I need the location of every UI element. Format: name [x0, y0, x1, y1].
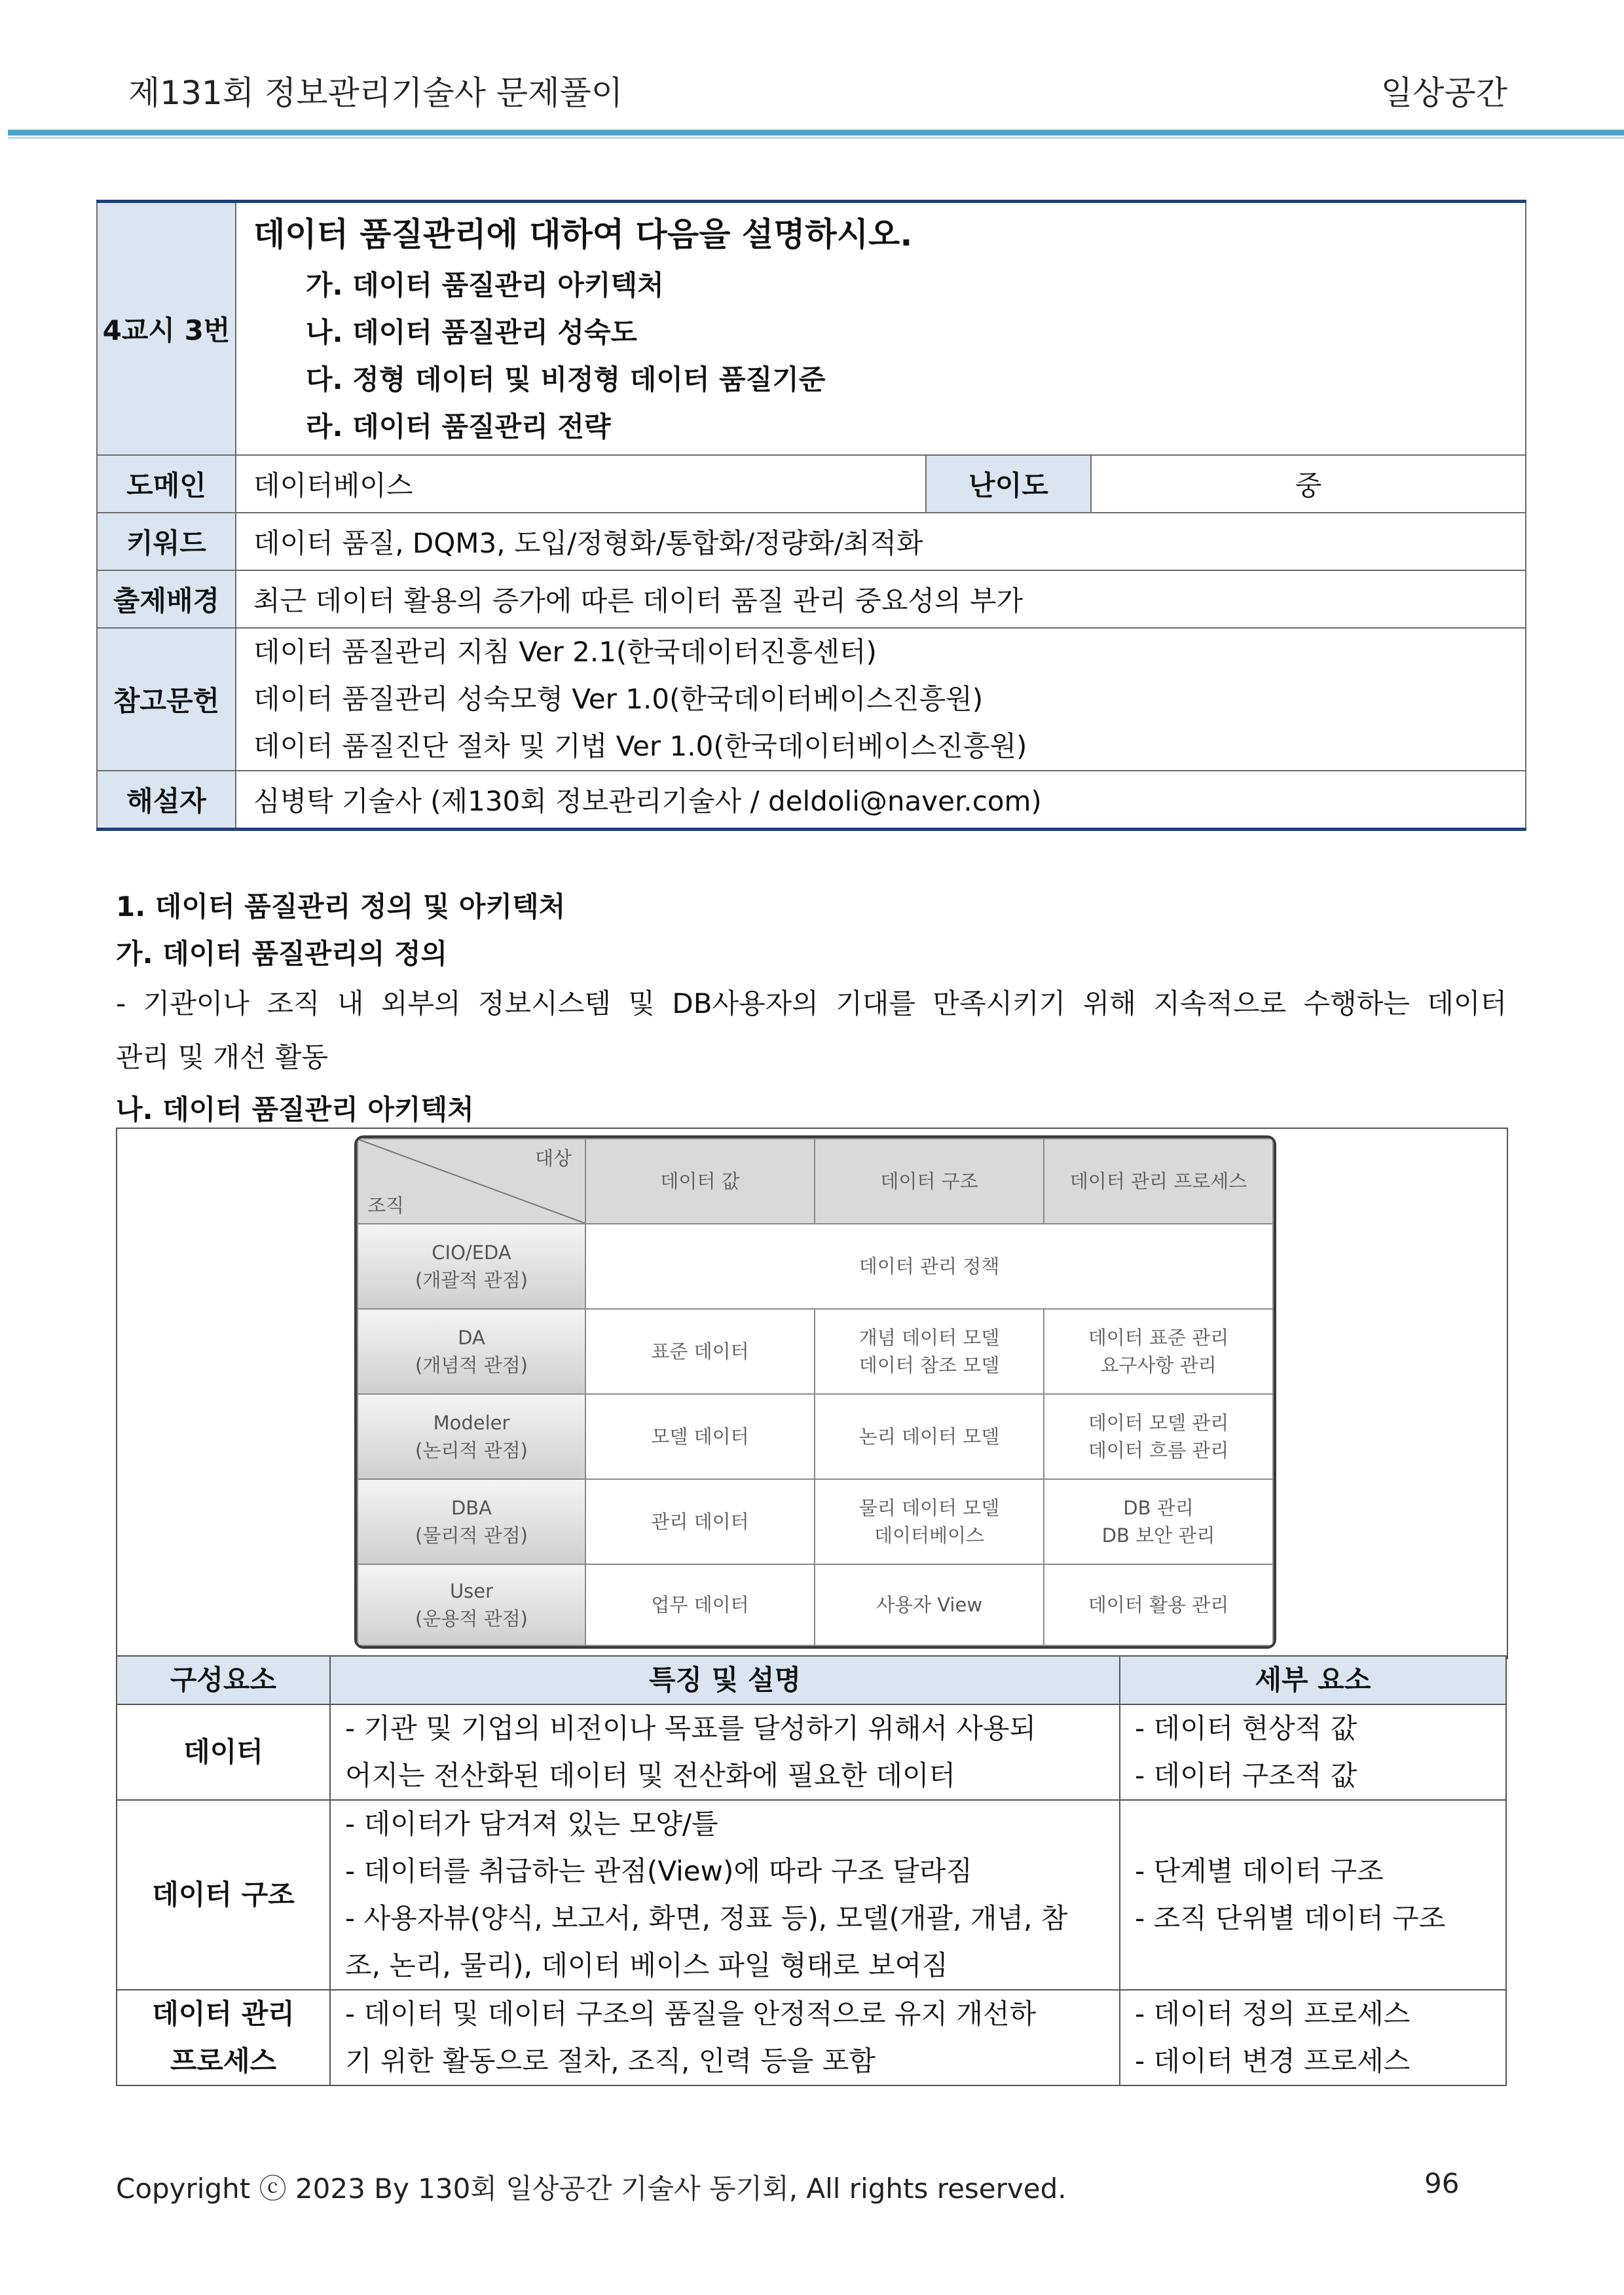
header-divider-shadow: [8, 137, 1624, 139]
component-name: 데이터 구조: [117, 1800, 330, 1990]
author-value: 심병탁 기술사 (제130회 정보관리기술사 / deldoli@naver.com): [236, 771, 1526, 830]
arch-cell: 물리 데이터 모델 데이터베이스: [815, 1479, 1044, 1564]
arch-cell: 모델 데이터: [585, 1394, 815, 1479]
corner-top-label: 대상: [534, 1147, 572, 1169]
header-divider: [8, 130, 1624, 136]
difficulty-value: 중: [1091, 455, 1526, 513]
component-desc: - 데이터 및 데이터 구조의 품질을 안정적으로 유지 개선하 기 위한 활동으로 절차, 조직, 인력 등을 포함: [330, 1990, 1120, 2085]
domain-value: 데이터베이스: [236, 455, 926, 513]
component-detail: - 단계별 데이터 구조 - 조직 단위별 데이터 구조: [1120, 1800, 1506, 1990]
column-header: 특징 및 설명: [330, 1656, 1120, 1704]
brand-name: 일상공간: [1380, 74, 1507, 112]
component-name: 데이터: [117, 1704, 330, 1800]
row-header: CIO/EDA (개괄적 관점): [358, 1224, 585, 1309]
references-label: 참고문헌: [97, 628, 236, 771]
row-header: DBA (물리적 관점): [358, 1479, 585, 1564]
table-row: [117, 1990, 1506, 2085]
question-info-table: [96, 200, 1526, 831]
arch-cell: DB 관리 DB 보안 관리: [1044, 1479, 1273, 1564]
subsection-heading: 가. 데이터 품질관리의 정의: [116, 938, 448, 970]
definition-text: - 기관이나 조직 내 외부의 정보시스템 및 DB사용자의 기대를 만족시키기 위해 지속적으로 수행하는 데이터: [116, 987, 1507, 1019]
definition-text-cont: 관리 및 개선 활동: [116, 1041, 329, 1073]
question-item: 다. 정형 데이터 및 비정형 데이터 품질기준: [306, 363, 826, 395]
policy-cell: 데이터 관리 정책: [585, 1224, 1273, 1309]
column-header: 세부 요소: [1120, 1656, 1506, 1704]
domain-label: 도메인: [97, 455, 236, 513]
component-desc: - 기관 및 기업의 비전이나 목표를 달성하기 위해서 사용되 어지는 전산화된 데이터 및 전산화에 필요한 데이터: [330, 1704, 1120, 1800]
table-row: [117, 1800, 1506, 1990]
arch-cell: 데이터 모델 관리 데이터 흐름 관리: [1044, 1394, 1273, 1479]
column-header: 데이터 값: [585, 1139, 815, 1224]
arch-cell: 표준 데이터: [585, 1309, 815, 1394]
arch-cell: 데이터 표준 관리 요구사항 관리: [1044, 1309, 1273, 1394]
author-label: 해설자: [97, 771, 236, 830]
component-name: 데이터 관리 프로세스: [117, 1990, 330, 2085]
arch-cell: 업무 데이터: [585, 1564, 815, 1645]
keyword-label: 키워드: [97, 513, 236, 570]
document-title: 제131회 정보관리기술사 문제풀이: [128, 74, 623, 112]
row-header: DA (개념적 관점): [358, 1309, 585, 1394]
reference-item: 데이터 품질진단 절차 및 기법 Ver 1.0(한국데이터베이스진흥원): [253, 730, 1027, 762]
question-item: 가. 데이터 품질관리 아키텍처: [306, 269, 664, 301]
question-item: 라. 데이터 품질관리 전략: [306, 411, 611, 443]
question-body: [236, 202, 1526, 456]
row-header: User (운용적 관점): [358, 1564, 585, 1645]
arch-cell: 관리 데이터: [585, 1479, 815, 1564]
reference-item: 데이터 품질관리 지침 Ver 2.1(한국데이터진흥센터): [253, 636, 877, 668]
row-header: Modeler (논리적 관점): [358, 1394, 585, 1479]
arch-cell: 데이터 활용 관리: [1044, 1564, 1273, 1645]
reference-item: 데이터 품질관리 성숙모형 Ver 1.0(한국데이터베이스진흥원): [253, 683, 984, 715]
subsection-heading: 나. 데이터 품질관리 아키텍처: [116, 1093, 474, 1126]
architecture-diagram: [354, 1135, 1276, 1649]
question-title: 데이터 품질관리에 대하여 다음을 설명하시오.: [253, 215, 913, 253]
corner-cell: [358, 1139, 585, 1224]
question-number-label: 4교시 3번: [97, 202, 236, 456]
components-table: [116, 1655, 1507, 2086]
difficulty-label: 난이도: [926, 455, 1091, 513]
component-detail: - 데이터 정의 프로세스 - 데이터 변경 프로세스: [1120, 1990, 1506, 2085]
column-header: 데이터 관리 프로세스: [1044, 1139, 1273, 1224]
arch-cell: 사용자 View: [815, 1564, 1044, 1645]
background-label: 출제배경: [97, 570, 236, 628]
question-item: 나. 데이터 품질관리 성숙도: [306, 316, 638, 348]
copyright-notice: Copyright ⓒ 2023 By 130회 일상공간 기술사 동기회, All rights reserved.: [116, 2173, 1067, 2205]
column-header: 데이터 구조: [815, 1139, 1044, 1224]
arch-cell: 개념 데이터 모델 데이터 참조 모델: [815, 1309, 1044, 1394]
arch-cell: 논리 데이터 모델: [815, 1394, 1044, 1479]
component-detail: - 데이터 현상적 값 - 데이터 구조적 값: [1120, 1704, 1506, 1800]
corner-bottom-label: 조직: [367, 1194, 405, 1217]
background-value: 최근 데이터 활용의 증가에 따른 데이터 품질 관리 중요성의 부가: [236, 570, 1526, 628]
keyword-value: 데이터 품질, DQM3, 도입/정형화/통합화/정량화/최적화: [236, 513, 1526, 570]
section-heading: 1. 데이터 품질관리 정의 및 아키텍처: [116, 890, 566, 923]
page-number: 96: [1424, 2167, 1460, 2199]
column-header: 구성요소: [117, 1656, 330, 1704]
component-desc: - 데이터가 담겨져 있는 모양/틀 - 데이터를 취급하는 관점(View)에 따라 구조 달라짐 - 사용자뷰(양식, 보고서, 화면, 정표 등), 모델(개괄, 개념, 참 조, 논리, 물리), 데이터 베이스 파일 형태로 보여짐: [330, 1800, 1120, 1990]
references-list: [236, 628, 1526, 771]
table-row: [117, 1704, 1506, 1800]
